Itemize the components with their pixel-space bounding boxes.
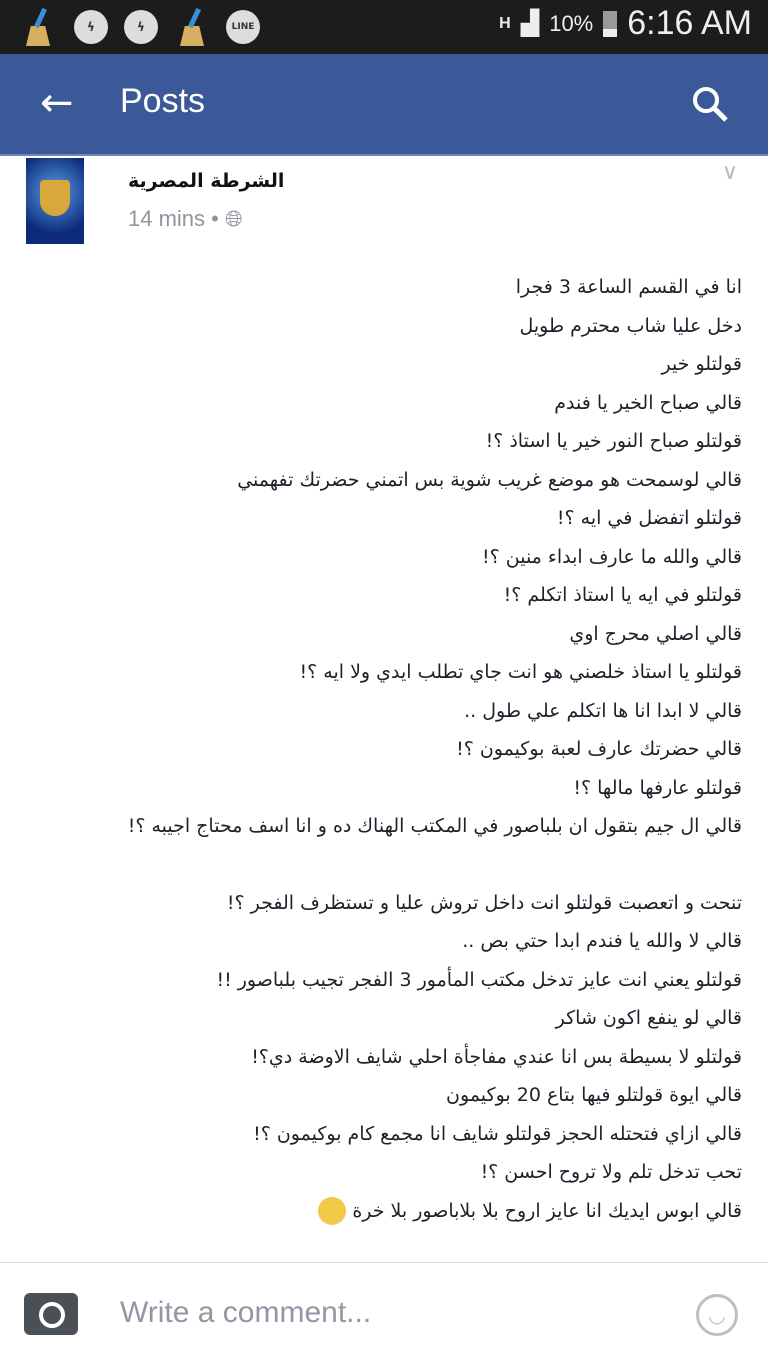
post-line — [22, 615, 742, 654]
page-title: Posts — [120, 82, 206, 120]
chevron-down-icon[interactable]: ∨ — [721, 160, 738, 185]
camera-icon[interactable] — [24, 1293, 78, 1335]
post-line — [22, 576, 742, 615]
post-meta: 14 mins • 🌐︎ — [128, 206, 243, 231]
crying-emoji-icon — [318, 1197, 346, 1225]
signal-icon: ▟ — [520, 10, 540, 37]
post-line-text: قالي ال جيم بتقول ان بلباصور في المكتب الهناك ده و انا اسف محتاج اجيبه ؟! — [127, 815, 742, 837]
post-line — [22, 884, 742, 923]
post-line — [22, 499, 742, 538]
post-line — [22, 268, 742, 307]
search-icon[interactable] — [690, 84, 730, 124]
back-arrow-icon[interactable]: ← — [40, 80, 74, 126]
post-line-text: قالي لا ابدا انا ها اتكلم علي طول .. — [464, 699, 742, 722]
post-line — [22, 769, 742, 808]
post-line-text: قولتلو يعني انت عايز تدخل مكتب المأمور 3 الفجر تجيب بلباصور !! — [216, 968, 742, 991]
broom-icon — [22, 8, 54, 46]
app-bar — [0, 54, 768, 156]
post-line-text: قالي لوسمحت هو موضع غريب شوية بس اتمني حضرتك تفهمني — [237, 468, 742, 491]
post-line-text: تنحت و اتعصبت قولتلو انت داخل تروش عليا و تستظرف الفجر ؟! — [226, 891, 742, 914]
post-line — [22, 807, 742, 846]
post-line — [22, 961, 742, 1000]
page-avatar[interactable] — [26, 158, 84, 244]
post-line — [22, 307, 742, 346]
post-line — [22, 538, 742, 577]
status-bar — [0, 0, 768, 54]
post-line — [22, 999, 742, 1038]
comment-input[interactable]: Write a comment... — [120, 1296, 372, 1329]
post-line-text: قالي ابوس ايديك انا عايز اروح بلا بلاباصور بلا خرة — [352, 1199, 742, 1222]
post-line — [22, 461, 742, 500]
post-line-text: قالي ازاي فتحتله الحجز قولتلو شايف انا مجمع كام بوكيمون ؟! — [253, 1122, 742, 1145]
post-line — [22, 653, 742, 692]
post-line-text: قالي والله ما عارف ابداء منين ؟! — [482, 545, 742, 568]
broom-icon — [176, 8, 208, 46]
post-line-text: قولتلو في ايه يا استاذ اتكلم ؟! — [503, 584, 742, 606]
post-time[interactable]: 14 mins — [128, 206, 206, 231]
sticker-smiley-icon[interactable]: ◡ — [696, 1294, 738, 1336]
globe-icon: 🌐︎ — [224, 206, 243, 231]
messenger-icon: ϟ — [124, 10, 158, 44]
post-line-text: قولتلو صباح النور خير يا استاذ ؟! — [485, 430, 742, 452]
blank-line — [22, 846, 742, 884]
divider — [0, 1262, 768, 1263]
post-line-text: قالي ايوة قولتلو فيها بتاع 20 بوكيمون — [446, 1084, 742, 1106]
line-icon: LINE — [226, 10, 260, 44]
post-line-text: قولتلو لا بسيطة بس انا عندي مفاجأة احلي شايف الاوضة دي؟! — [251, 1045, 742, 1068]
post-line — [22, 1038, 742, 1077]
post-line-text: قولتلو اتفضل في ايه ؟! — [556, 507, 742, 529]
battery-icon — [603, 11, 617, 37]
post-line-text: قالي لا والله يا فندم ابدا حتي بص .. — [462, 930, 742, 952]
post-line — [22, 1076, 742, 1115]
post-line — [22, 1153, 742, 1192]
messenger-icon: ϟ — [74, 10, 108, 44]
post-line — [22, 345, 742, 384]
post-line — [22, 922, 742, 961]
post-line-text: دخل عليا شاب محترم طويل — [519, 314, 742, 337]
post-line-text: تحب تدخل تلم ولا تروح احسن ؟! — [480, 1161, 742, 1183]
post-line-text: قولتلو عارفها مالها ؟! — [573, 776, 742, 799]
post-line-text: قولتلو يا استاذ خلصني هو انت جاي تطلب ايدي ولا ايه ؟! — [299, 661, 742, 683]
clock: 6:16 AM — [627, 4, 752, 42]
post-line — [22, 692, 742, 731]
post-line — [22, 1115, 742, 1154]
post-line — [22, 730, 742, 769]
post-header — [0, 158, 768, 258]
post-body — [22, 268, 742, 1230]
battery-percent: 10% — [549, 10, 594, 36]
network-type: H — [499, 14, 511, 32]
post-line — [22, 384, 742, 423]
post-line-text: قالي صباح الخير يا فندم — [554, 391, 742, 414]
post-line-text: قالي لو ينفع اكون شاكر — [555, 1007, 742, 1029]
post-line-text: قولتلو خير — [661, 353, 742, 375]
post-line-text: قالي اصلي محرج اوي — [569, 622, 742, 645]
post-line-text: انا في القسم الساعة 3 فجرا — [515, 276, 742, 298]
post-line-text: قالي حضرتك عارف لعبة بوكيمون ؟! — [456, 738, 742, 760]
author-name[interactable]: الشرطة المصرية — [128, 170, 285, 192]
post-line — [22, 422, 742, 461]
post-line — [22, 1192, 742, 1231]
